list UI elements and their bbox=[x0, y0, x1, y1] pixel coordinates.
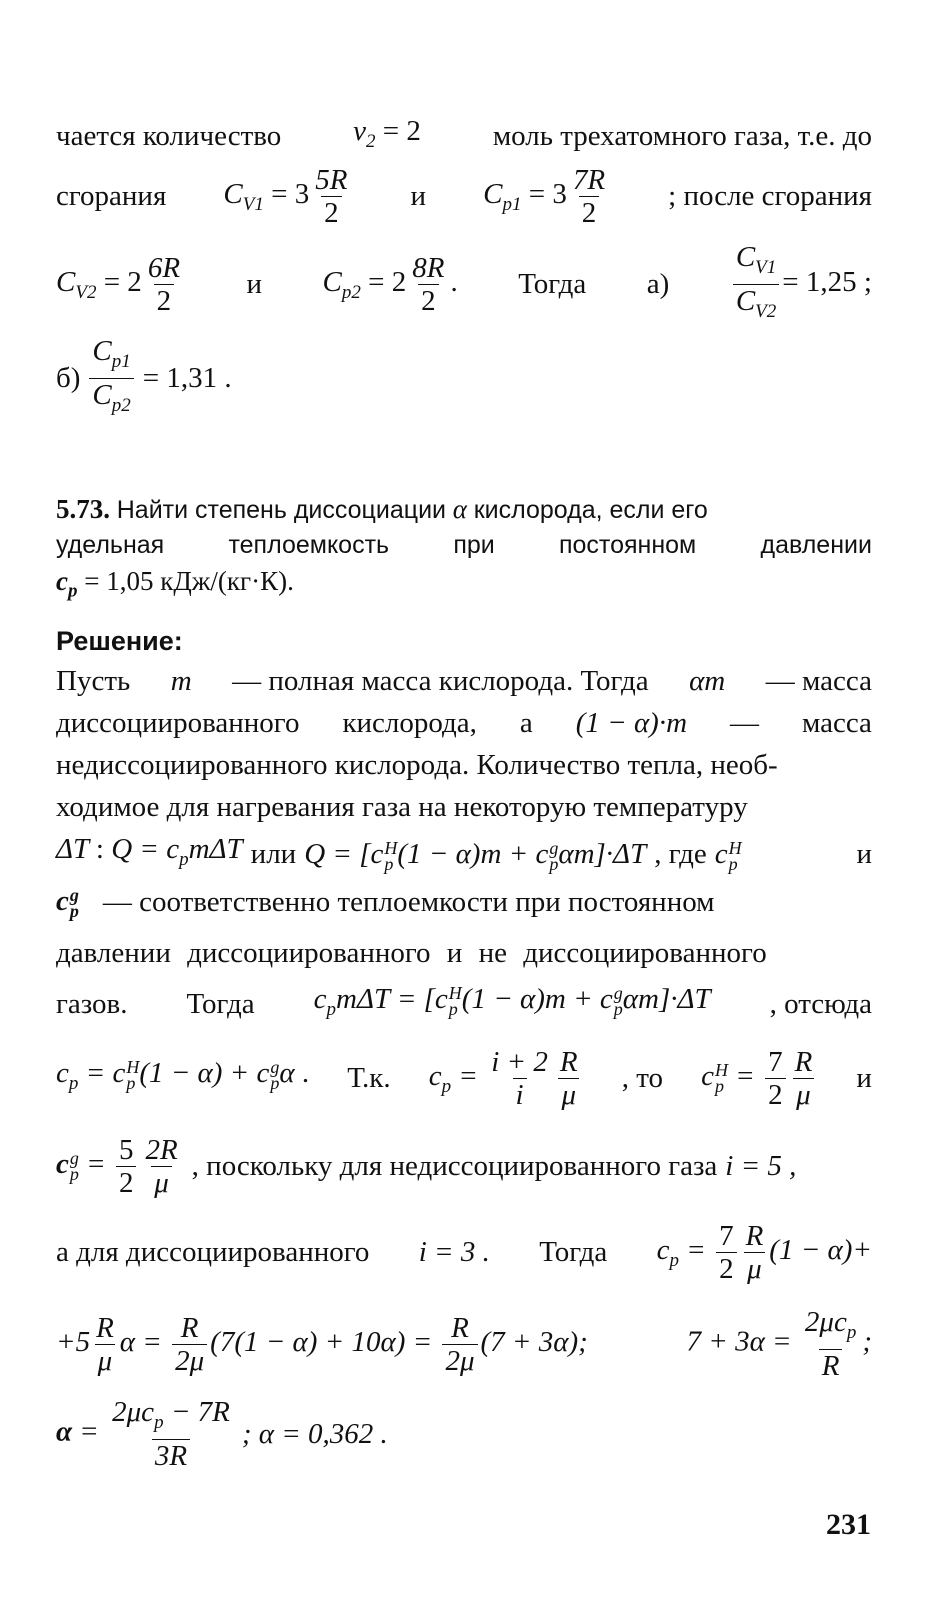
top-line-1 bbox=[56, 114, 872, 159]
text: удельная bbox=[56, 531, 165, 559]
text: постоянном bbox=[558, 531, 697, 559]
text: а bbox=[519, 707, 533, 739]
formula-cp-i: $c_p$ = $\frac{i + 2}{i}$ $\frac{R}{\mu}$ bbox=[428, 1045, 578, 1111]
formula-i5: i = 5 , bbox=[725, 1150, 797, 1182]
text: сгорания bbox=[56, 180, 167, 212]
text: кислорода, если его bbox=[473, 496, 708, 524]
solution-line-7: давлении диссоциированного и не диссоциированного bbox=[56, 937, 767, 969]
text: б) bbox=[56, 362, 81, 394]
text: и bbox=[856, 1062, 872, 1094]
result-alpha: ; α = 0,362 . bbox=[241, 1418, 388, 1450]
solution-line-9 bbox=[56, 1040, 872, 1116]
solution-line-11 bbox=[56, 1214, 872, 1290]
formula: (1 − α)·m bbox=[575, 707, 688, 739]
solution-line-10 bbox=[56, 1128, 872, 1204]
solution-heading: Решение: bbox=[56, 626, 183, 656]
symbol-m: m bbox=[170, 665, 192, 697]
solution-line-13 bbox=[56, 1396, 872, 1472]
formula-nu2: $\nu_2 = 2$ bbox=[353, 115, 421, 152]
formula-i3: i = 3 . bbox=[418, 1236, 490, 1268]
solution-line-3: недиссоциированного кислорода. Количество тепла, необ- bbox=[56, 749, 778, 781]
text: = 1,05 кДж/(кг·К). bbox=[84, 566, 294, 596]
formula-cpg-value: c g p = $\frac{5}{2}$ $\frac{2R}{\mu}$ bbox=[56, 1133, 178, 1199]
alpha-symbol: α bbox=[452, 494, 467, 524]
formula-cp-expanded: +5 $\frac{R}{\mu}$ α = $\frac{R}{2\mu}$ (7(1 − α) + 10α) = $\frac{R}{2\mu}$ (7 + 3α); bbox=[56, 1311, 588, 1377]
text: , отсюда bbox=[769, 988, 872, 1021]
solution-line-2 bbox=[56, 706, 872, 740]
formula-cp-start: $c_p$ = $\frac{7}{2}$ $\frac{R}{\mu}$ (1 − α)+ bbox=[656, 1219, 872, 1285]
text: масса bbox=[801, 707, 872, 739]
formula-q: ΔT : $Q = c_pm\Delta T$ bbox=[56, 833, 243, 870]
formula-ratio-cv: $\frac{C_{V1}}{C_{V2}}$ = 1,25 ; bbox=[730, 241, 872, 328]
problem-line-2 bbox=[56, 528, 872, 562]
text: диссоциированного bbox=[56, 707, 300, 739]
symbol-cpg: c g p bbox=[56, 885, 79, 922]
text: чается количество bbox=[56, 120, 282, 153]
formula-7-3a: 7 + 3α = $\frac{2\mu c_p}{R}$ ; bbox=[686, 1306, 872, 1382]
result: = 1,25 ; bbox=[782, 265, 872, 298]
text: и bbox=[246, 268, 263, 300]
problem-line-3: $c_p = 1,05$ кДж/(кг·К). bbox=[56, 566, 294, 602]
text: , то bbox=[621, 1062, 663, 1094]
top-line-2 bbox=[56, 160, 872, 232]
text: — масса bbox=[765, 665, 872, 697]
text: Т.к. bbox=[347, 1062, 391, 1094]
problem-line-1 bbox=[56, 492, 872, 527]
solution-line-4: ходимое для нагревания газа на некоторую температуру bbox=[56, 791, 748, 823]
text: и bbox=[856, 838, 872, 871]
formula-q-expanded: Q = [c H p (1 − α)m + c g p αm]·ΔT bbox=[304, 837, 647, 875]
formula-cv2: $C_{V2} = 2$ $\frac{6R}{2}$ bbox=[56, 251, 181, 317]
solution-line-8 bbox=[56, 982, 872, 1027]
symbol-am: αm bbox=[689, 665, 726, 697]
text: а для диссоциированного bbox=[56, 1236, 370, 1268]
text: а) bbox=[646, 268, 670, 300]
formula-alpha: α = $\frac{2\mu c_p - 7R}{3R}$ bbox=[56, 1396, 230, 1472]
text: теплоемкость bbox=[228, 531, 390, 559]
text: — bbox=[729, 707, 759, 739]
text: при bbox=[453, 531, 495, 559]
solution-line-6 bbox=[56, 884, 872, 922]
text: газов. bbox=[56, 988, 128, 1021]
symbol-cpH: c H p bbox=[714, 837, 742, 875]
formula-balance: $c_pm\Delta T = [c$ H p (1 − α)m + c g p αm]·ΔT bbox=[313, 983, 711, 1020]
formula-ratio-cp: $\frac{C_{p1}}{C_{p2}}$ bbox=[89, 335, 133, 422]
formula-cp2: $C_{p2} = 2$ $\frac{8R}{2}$ . bbox=[322, 251, 458, 317]
solution-line-1 bbox=[56, 664, 872, 698]
text: моль трехатомного газа, т.е. до bbox=[492, 120, 872, 153]
page-number: 231 bbox=[826, 1508, 871, 1541]
formula-cp1: $C_{p1} = 3$ $\frac{7R}{2}$ bbox=[483, 163, 606, 229]
formula-cv1: $C_{V1} = 3$ $\frac{5R}{2}$ bbox=[223, 163, 348, 229]
top-line-4 bbox=[56, 334, 872, 418]
text: или bbox=[250, 838, 297, 871]
text: Тогда bbox=[518, 268, 587, 300]
text: , поскольку для недиссоциированного газа bbox=[191, 1150, 718, 1182]
formula-cp: $c_p = c$ H p (1 − α) + c g p α . bbox=[56, 1056, 310, 1094]
solution-line-12 bbox=[56, 1306, 872, 1382]
result: = 1,31 . bbox=[142, 362, 232, 394]
text: Найти степень диссоциации bbox=[116, 496, 446, 524]
problem-number: 5.73. bbox=[56, 494, 110, 524]
text: ; после сгорания bbox=[668, 180, 872, 212]
solution-line-5 bbox=[56, 832, 872, 877]
text: Тогда bbox=[539, 1236, 608, 1268]
top-line-3 bbox=[56, 240, 872, 324]
text: Пусть bbox=[56, 665, 131, 697]
text: , где bbox=[654, 838, 707, 871]
text: Тогда bbox=[186, 988, 255, 1021]
formula-cpH-value: c H p = $\frac{7}{2}$ $\frac{R}{\mu}$ bbox=[701, 1045, 813, 1111]
text: давлении bbox=[760, 531, 872, 559]
text: кислорода, bbox=[342, 707, 477, 739]
text: — полная масса кислорода. Тогда bbox=[232, 665, 649, 697]
text: и bbox=[410, 180, 427, 212]
text: — соответственно теплоемкости при постоянном bbox=[102, 885, 715, 918]
